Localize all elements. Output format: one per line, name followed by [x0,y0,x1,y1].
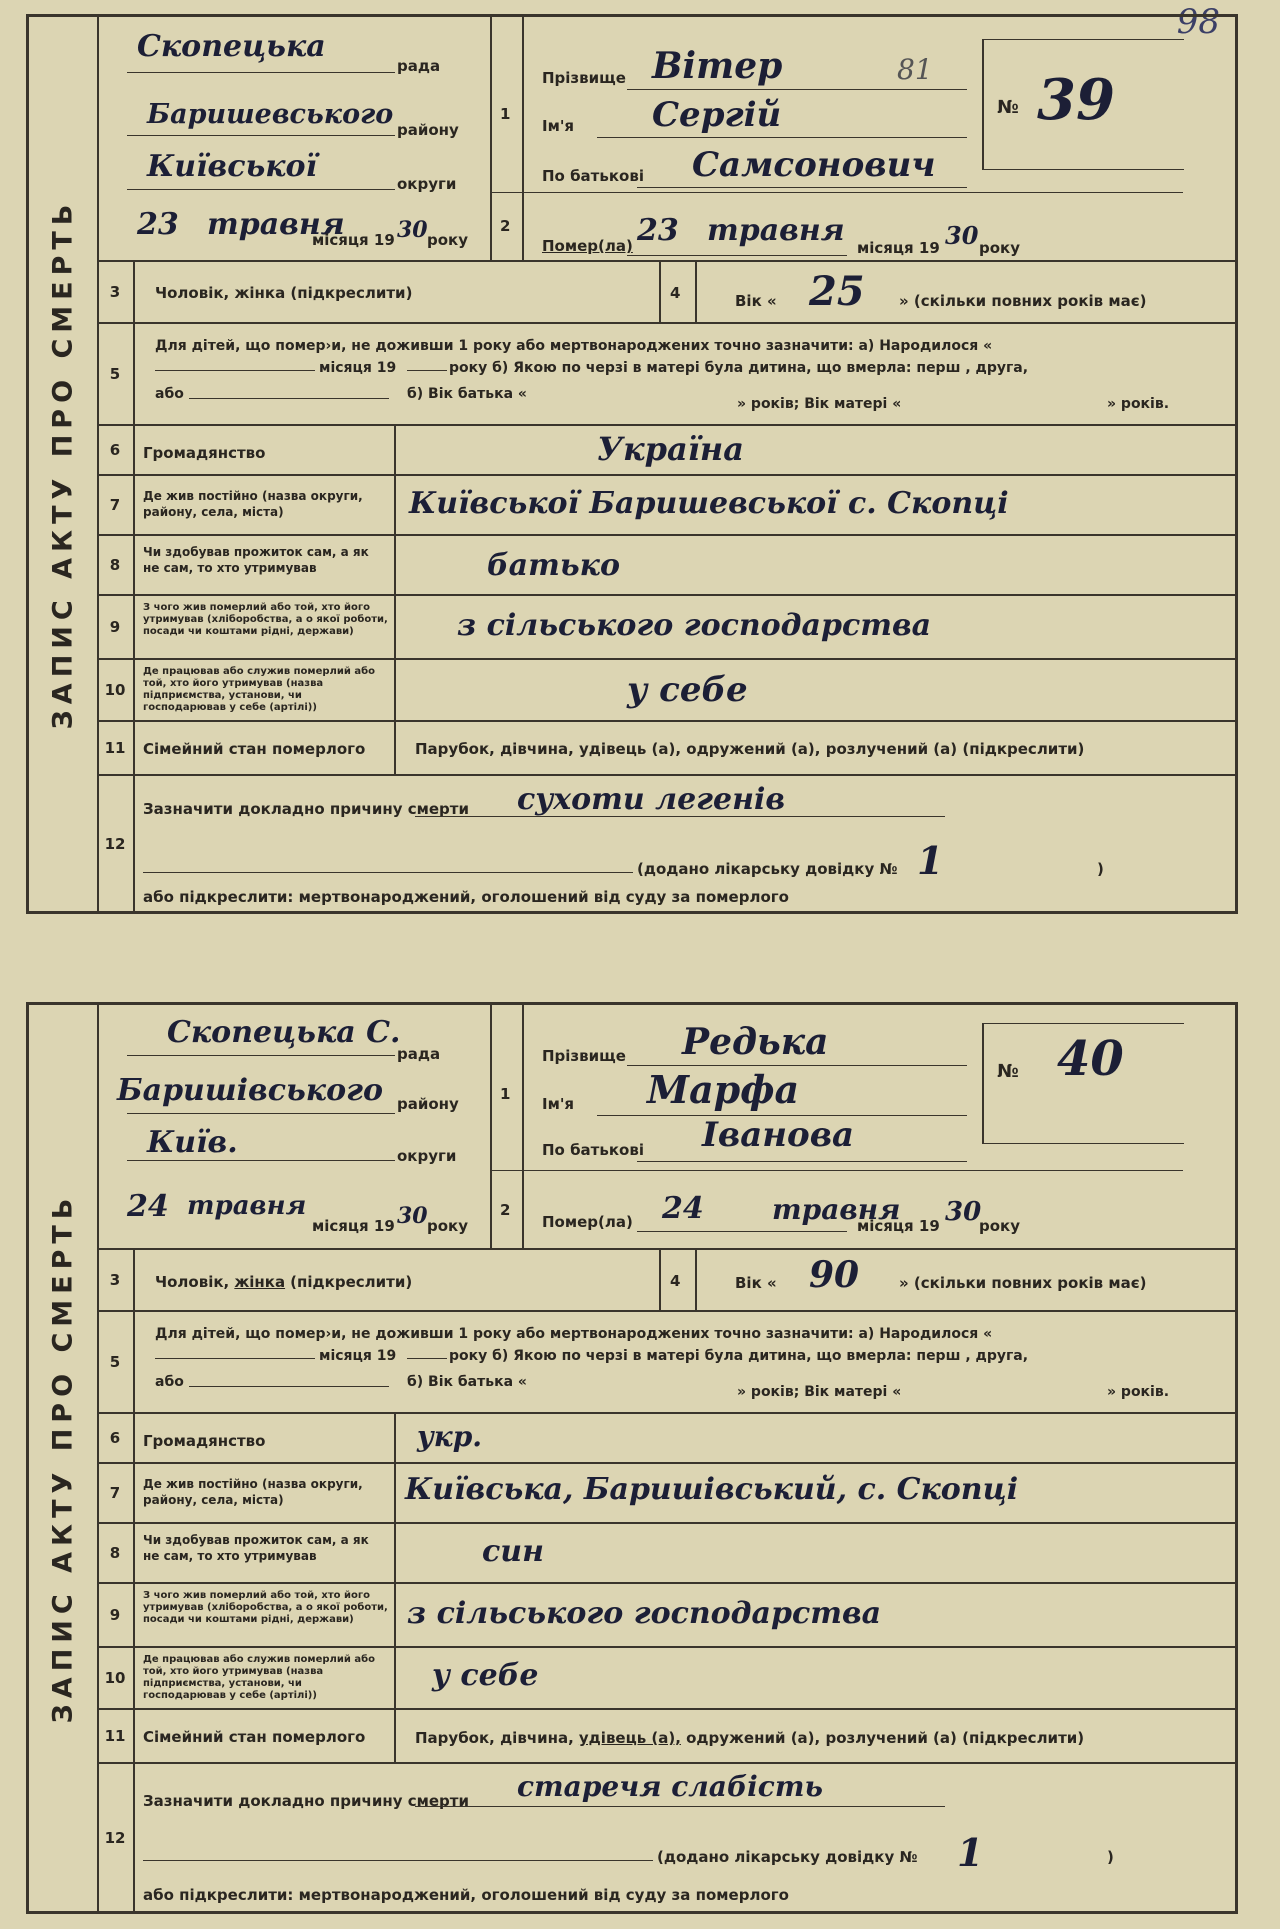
okruh-label: округи [397,175,457,193]
cert-number: 1 [917,838,944,883]
row-7-residence [97,476,1235,536]
row-number-10: 10 [97,660,135,720]
surname-label: Прізвище [542,69,626,87]
patronymic-label: По батькові [542,167,644,185]
death-month-label-2: місяця 19 [857,1217,940,1235]
gender-female-underlined: жінка [234,1273,286,1291]
livelihood-label: З чого жив померлий або той, хто його утримував (хліборобства, а о якої роботи, посади чи коштами рідні, держави) [143,602,388,637]
children-line-3b-b: б) Вік батька « [407,1374,527,1390]
rada-value-2: Скопецька С. [167,1015,401,1050]
row-number-7: 7 [97,476,135,534]
record-number-2: 40 [1057,1031,1124,1087]
children-line-2a: місяця 19 [319,360,397,376]
cert-close: ) [1097,860,1104,878]
workplace-label-2: Де працював або служив померлий або той, хто його утримував (назва підприємства, установи, чи господарював у себе (артілі)) [143,1654,375,1701]
death-year-label: року [979,239,1021,257]
gender-label: Чоловік, жінка (підкреслити) [155,284,413,302]
cause-label-2: Зазначити докладно причину смерти [143,1792,469,1810]
marital-opt-single: Парубок, дівчина, [415,1729,574,1747]
children-line-3d-b: » років. [1107,1384,1170,1400]
reg-year-label-2: року [427,1217,469,1235]
cause-value: сухоти легенів [517,782,786,817]
okruh-value-2: Київ. [147,1125,238,1160]
rayon-value: Баришевського [147,99,394,130]
row-9-livelihood [97,596,1235,660]
row-6-citizenship-b [97,1414,1235,1464]
row-number-2: 2 [500,217,511,235]
row-number-4: 4 [670,284,681,302]
row-number-1: 1 [500,105,511,123]
reg-month-label: місяця 19 [312,231,395,249]
citizenship-value: Україна [597,430,744,468]
record-side-title-strip-2 [29,1005,99,1911]
death-year: 30 [945,221,979,250]
row-number-6: 6 [97,426,135,474]
row-10-workplace [97,660,1235,722]
row-number-9: 9 [97,596,135,658]
stillborn-note-2: або підкреслити: мертвонароджений, оголошений від суду за померлого [143,1886,789,1904]
citizenship-label: Громадянство [143,444,266,462]
row-number-12-b: 12 [97,1764,135,1911]
row-number-7-b: 7 [97,1464,135,1522]
row-number-8: 8 [97,536,135,594]
death-record-40 [26,1002,1238,1914]
row-9-livelihood-b [97,1584,1235,1648]
reg-month: травня [207,207,345,242]
row-12-cause-b [97,1764,1235,1911]
death-label-2: Помер(ла) [542,1213,633,1231]
row-number-11: 11 [97,722,135,774]
children-line-3c-b: » років; Вік матері « [737,1384,902,1400]
reg-day: 23 [137,207,179,242]
death-month: травня [707,213,845,248]
row-7-residence-b [97,1464,1235,1524]
gender-male: Чоловік, [155,1273,230,1291]
cause-label: Зазначити докладно причину смерти [143,800,469,818]
row-11-marital-b [97,1710,1235,1764]
children-line-3c: » років; Вік матері « [737,396,902,412]
rayon-label-2: району [397,1095,459,1113]
name-label: Ім'я [542,117,575,135]
okruh-value: Київської [147,149,317,184]
reg-year-2: 30 [397,1203,428,1229]
citizenship-value-2: укр. [417,1420,483,1453]
surname-label-2: Прізвище [542,1047,626,1065]
patronymic-value: Самсонович [692,145,936,185]
children-line-1: Для дітей, що помер›и, не доживши 1 року або мертвонароджених точно зазначити: а) Народилося « [155,338,993,354]
row-5-children-b [97,1312,1235,1414]
row-number-12: 12 [97,776,135,911]
children-line-2a-b: місяця 19 [319,1348,397,1364]
reg-year-label: року [427,231,469,249]
children-line-1-b: Для дітей, що помер›и, не доживши 1 року або мертвонароджених точно зазначити: а) Народилося « [155,1326,993,1342]
workplace-value: у себе [627,670,748,710]
marital-options: Парубок, дівчина, удівець (а), одружений (а), розлучений (а) (підкреслити) [415,740,1085,758]
death-record-39 [26,14,1238,914]
livelihood-value: з сільського господарства [457,608,932,643]
record-side-title-strip [29,17,99,911]
cause-value-2: старечя слабість [517,1770,823,1803]
reg-day-2: 24 [127,1189,169,1224]
age-label: Вік « [735,292,777,310]
death-day-2: 24 [662,1191,704,1226]
age-value-2: 90 [809,1254,860,1296]
livelihood-value-2: з сільського господарства [407,1596,882,1631]
rada-value: Скопецька [137,29,326,64]
row-number-10-b: 10 [97,1648,135,1708]
name-value: Сергій [652,95,782,135]
record-side-title-2: ЗАПИС АКТУ ПРО СМЕРТЬ [47,1192,79,1724]
row-number-3: 3 [97,262,135,322]
row-number-3-b: 3 [97,1250,135,1310]
row-number-6-b: 6 [97,1414,135,1462]
row-8-support [97,536,1235,596]
death-year-label-2: року [979,1217,1021,1235]
cert-label-2: (додано лікарську довідку № [657,1848,918,1866]
cert-label: (додано лікарську довідку № [637,860,898,878]
death-day: 23 [637,213,679,248]
row-11-marital [97,722,1235,776]
row-number-11-b: 11 [97,1710,135,1762]
reg-month-label-2: місяця 19 [312,1217,395,1235]
number-sign-2: № [997,1061,1019,1082]
citizenship-label-2: Громадянство [143,1432,266,1450]
support-value-2: син [482,1534,544,1569]
children-line-3d: » років. [1107,396,1170,412]
row-3-4 [97,262,1235,324]
record-number: 39 [1037,67,1115,133]
cert-number-2: 1 [957,1830,984,1875]
support-value: батько [487,548,620,583]
age-label-2: Вік « [735,1274,777,1292]
children-line-3a-b: або [155,1374,184,1390]
death-month-2: травня [772,1193,901,1226]
row-number-1-b: 1 [500,1085,511,1103]
rayon-value-2: Баришівського [117,1073,383,1108]
marital-label-2: Сімейний стан померлого [143,1728,366,1746]
page-number: 98 [1176,2,1220,42]
header-block [97,17,1235,262]
workplace-value-2: у себе [432,1658,539,1693]
age-suffix: » (скільки повних років має) [899,292,1147,310]
row-6-citizenship [97,426,1235,476]
rayon-label: району [397,121,459,139]
surname-value-2: Редька [682,1021,829,1063]
livelihood-label-2: З чого жив померлий або той, хто його утримував (хліборобства, а о якої роботи, посади чи коштами рідні, держави) [143,1590,388,1625]
residence-label: Де жив постійно (назва округи, району, села, міста) [143,489,363,519]
row-number-5-b: 5 [97,1312,135,1412]
surname-extra: 81 [897,53,933,86]
children-line-2b: року б) Якою по черзі в матері була дитина, що вмерла: перш , друга, [449,360,1029,376]
marital-label: Сімейний стан померлого [143,740,366,758]
row-10-workplace-b [97,1648,1235,1710]
support-label-2: Чи здобував прожиток сам, а як не сам, то хто утримував [143,1533,369,1563]
row-5-children [97,324,1235,426]
row-number-8-b: 8 [97,1524,135,1582]
death-month-label: місяця 19 [857,239,940,257]
surname-value: Вітер [652,45,783,87]
death-label: Помер(ла) [542,237,633,255]
support-label: Чи здобував прожиток сам, а як не сам, то хто утримував [143,545,369,575]
patronymic-label-2: По батькові [542,1141,644,1159]
children-line-3a: або [155,386,184,402]
age-suffix-2: » (скільки повних років має) [899,1274,1147,1292]
children-line-2b-b: року б) Якою по черзі в матері була дитина, що вмерла: перш , друга, [449,1348,1029,1364]
patronymic-value-2: Іванова [702,1115,855,1155]
number-sign: № [997,97,1019,118]
residence-value-2: Київська, Баришівський, с. Скопці [405,1472,1019,1507]
row-number-4-b: 4 [670,1272,681,1290]
name-value-2: Марфа [647,1067,800,1112]
residence-value: Київської Баришевської с. Скопці [409,486,1009,521]
row-8-support-b [97,1524,1235,1584]
workplace-label: Де працював або служив померлий або той, хто його утримував (назва підприємства, установи, чи господарював у себе (артілі)) [143,666,375,713]
stillborn-note: або підкреслити: мертвонароджений, оголошений від суду за померлого [143,888,789,906]
row-number-9-b: 9 [97,1584,135,1646]
reg-month-2: травня [187,1191,307,1221]
name-label-2: Ім'я [542,1095,575,1113]
rada-label: рада [397,57,441,75]
marital-opt-widowed-underlined: удівець (а), [578,1729,681,1747]
row-number-2-b: 2 [500,1201,511,1219]
reg-year: 30 [397,217,428,243]
cert-close-2: ) [1107,1848,1114,1866]
record-side-title: ЗАПИС АКТУ ПРО СМЕРТЬ [47,198,79,730]
row-number-5: 5 [97,324,135,424]
row-3-4-b [97,1250,1235,1312]
okruh-label-2: округи [397,1147,457,1165]
residence-label-2: Де жив постійно (назва округи, району, села, міста) [143,1477,363,1507]
children-line-3b: б) Вік батька « [407,386,527,402]
death-year-2: 30 [945,1197,982,1227]
header-block-2 [97,1005,1235,1250]
age-value: 25 [809,268,865,315]
row-12-cause [97,776,1235,911]
marital-opt-rest: одружений (а), розлучений (а) (підкреслити) [686,1729,1085,1747]
gender-hint: (підкреслити) [290,1273,413,1291]
rada-label-2: рада [397,1045,441,1063]
